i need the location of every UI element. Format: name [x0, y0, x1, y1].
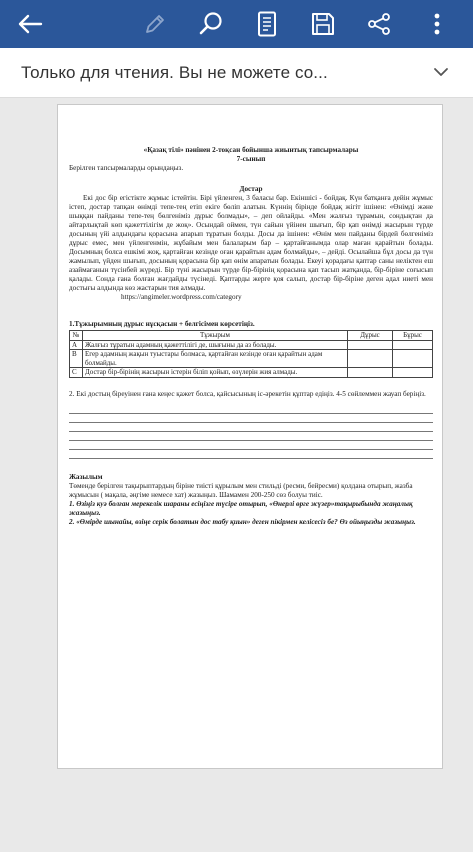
- header-true: Дұрыс: [348, 331, 393, 341]
- answer-line: [69, 405, 433, 414]
- search-icon: [198, 11, 224, 37]
- arrow-left-icon: [17, 14, 43, 34]
- writing-topic-1: 1. Өзіңіз куә болған мерекелік шараны есіңізге түсіре отырып, «Өнерлі өрге жүзер»тақырыбында жаңалық жазыңыз.: [69, 499, 413, 517]
- doc-instruction: Берілген тапсырмаларды орындаңыз.: [69, 164, 184, 172]
- phone-view-icon: [257, 11, 277, 37]
- story-source-link[interactable]: https://angimeler.wordpress.com/category: [121, 293, 242, 301]
- row-false-cell[interactable]: [393, 350, 433, 368]
- share-button[interactable]: [359, 4, 399, 44]
- table-row: [70, 350, 433, 368]
- answer-line: [69, 450, 433, 459]
- task1-heading: 1.Тұжырымның дұрыс нұсқасын + белгісімен көрсетіңіз.: [69, 320, 255, 328]
- row-statement: Егер адамның жақын туыстары болмаса, қартайған кезінде оған қарайтын адам болмайды.: [83, 350, 348, 368]
- story-title: Достар: [239, 185, 263, 193]
- document-page[interactable]: [57, 104, 443, 769]
- answer-line: [69, 414, 433, 423]
- header-false: Бұрыс: [393, 331, 433, 341]
- table-row: [70, 368, 433, 378]
- row-number: C: [70, 368, 83, 378]
- task1-table: [69, 330, 433, 378]
- writing-heading: Жазылым: [69, 472, 103, 481]
- edit-button[interactable]: [135, 4, 175, 44]
- more-vertical-icon: [433, 12, 441, 36]
- read-only-message: Только для чтения. Вы не можете со...: [21, 63, 328, 82]
- story-text: Екі дос бір егістікте жұмыс істейтін. Бірі үйленген, 3 баласы бар. Екіншісі - бойдақ. Күн батқанға дейін жұмыс істеп, достар тапқан өнімді тепе-тең етіп екіге бөліп алатын. Күннің бірінде бойдақ жігіт ішінен: «Өнімді және шыққан пайданы тепе-тең бөлгеніміз дұрыс болмады», – деп ойлайды. «Мен жалғыз тұрамын, сондықтан да айтарлықтай көп қажеттілігім де жоқ». Осындай оймен, түн сайын үйінен шығып, бір қап өнімді жасырын түрде досының үйі алдындағы қорасына апарып тұратын болды. Досы да ішінен: «Өнім мен пайданы бірдей бөлгеніміз дұрыс емес, мен үйленгенмін, жұбайым мен балаларым бар – қартайғанымда олар маған қарайтын болады. Досымның болса ешкімі жоқ, қартайған кезінде оған қарайтын адам болмайды», – дейді. Осылайша бұл досы да түн жамылып, үйден шығып, досының қорасына бір қап өнім апаратын болады. Екеуі қорадағы қаптар саны неліктен еш азаймағанын түсінбей жүреді. Бір түні жасырын түрде бір-бірінің қорасына қап тасып жатқанда, бір-біріне соғысып қалады. Сонда ғана болған жағдайды түсінеді. Қаптарды жерге қоя салып, достар бір-біріне деген адал ниеті мен достығы алдында көз жастарын тия алмады.: [69, 194, 433, 292]
- mobile-view-button[interactable]: [247, 4, 287, 44]
- answer-line: [69, 423, 433, 432]
- save-icon: [311, 12, 335, 36]
- save-button[interactable]: [303, 4, 343, 44]
- row-false-cell[interactable]: [393, 340, 433, 350]
- document-content: [69, 146, 433, 527]
- row-statement: Достар бір-бірінің жасырын істерін біліп қойып, өзүлерін жия алмады.: [83, 368, 348, 378]
- writing-instruction: Төменде берілген тақырыптардың біріне тиісті құрылым мен стильді (ресми, бейресми) қолдана отырып, жазба жұмысын ( мақала, әңгіме немесе хат) жазыңыз. Шамамен 200-250 сөз болуы тиіс.: [69, 481, 413, 499]
- answer-line: [69, 441, 433, 450]
- row-statement: Жалғыз тұратын адамның қажеттілігі де, шығыны да аз болады.: [83, 340, 348, 350]
- table-row: [70, 340, 433, 350]
- row-number: A: [70, 340, 83, 350]
- row-false-cell[interactable]: [393, 368, 433, 378]
- search-button[interactable]: [191, 4, 231, 44]
- more-options-button[interactable]: [417, 4, 457, 44]
- row-number: B: [70, 350, 83, 368]
- row-true-cell[interactable]: [348, 368, 393, 378]
- read-only-banner[interactable]: [0, 48, 473, 98]
- header-statement: Тұжырым: [83, 331, 348, 341]
- chevron-down-icon[interactable]: [433, 65, 449, 83]
- row-true-cell[interactable]: [348, 340, 393, 350]
- share-icon: [367, 12, 391, 36]
- top-toolbar: [0, 0, 473, 48]
- header-number: №: [70, 331, 83, 341]
- answer-line: [69, 432, 433, 441]
- doc-grade: 7-сынып: [236, 155, 266, 163]
- writing-topic-2: 2. «Өмірде шынайы, өзіңе серік болатын дос табу қиын» деген пікірмен келісесіз бе? Өз ойыңызды жазыңыз.: [69, 517, 416, 526]
- task2-text: 2. Екі достың біреуінен ғана кеңес қажет болса, қайсысының іс-әрекетін құптар едіңіз. 4-5 сөйлеммен жауап беріңіз.: [69, 389, 426, 398]
- answer-lines: [69, 405, 433, 459]
- row-true-cell[interactable]: [348, 350, 393, 368]
- doc-title: «Қазақ тілі» пәнінен 2-тоқсан бойынша жиынтық тапсырмалары: [143, 146, 359, 154]
- pencil-icon: [143, 12, 167, 36]
- back-button[interactable]: [10, 4, 50, 44]
- table-header-row: [70, 331, 433, 341]
